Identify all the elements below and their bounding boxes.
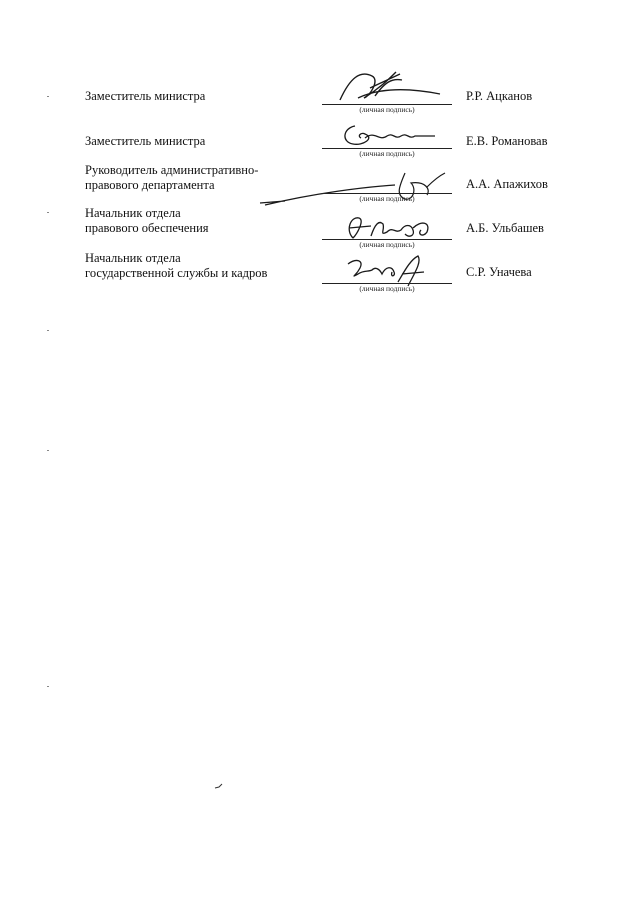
handwritten-signature <box>330 68 460 108</box>
signatory-name: Р.Р. Ацканов <box>466 89 533 103</box>
signature-caption: (личная подпись) <box>359 284 415 293</box>
position-line: Заместитель министра <box>85 89 206 103</box>
position-line: Начальник отдела <box>85 251 181 265</box>
signature-caption: (личная подпись) <box>359 240 415 249</box>
signature-caption: (личная подпись) <box>359 149 415 158</box>
signatory-position <box>85 134 205 149</box>
position-line: правового обеспечения <box>85 221 209 235</box>
signatory-position <box>85 163 258 193</box>
scan-speck <box>47 686 49 687</box>
handwritten-signature <box>255 165 455 210</box>
signatory-position <box>85 206 209 236</box>
position-line: государственной службы и кадров <box>85 266 268 280</box>
scan-speck <box>47 330 49 331</box>
signatory-name: Е.В. Романовав <box>466 134 548 148</box>
signature-caption: (личная подпись) <box>359 105 415 114</box>
scan-speck <box>47 212 49 213</box>
position-line: правового департамента <box>85 178 215 192</box>
signatory-position <box>85 89 205 104</box>
signatory-name: С.Р. Уначева <box>466 265 532 279</box>
position-line: Начальник отдела <box>85 206 181 220</box>
signatory-position <box>85 251 267 281</box>
position-line: Руководитель административно- <box>85 163 259 177</box>
scan-speck <box>47 450 49 451</box>
handwritten-signature <box>335 120 445 150</box>
position-line: Заместитель министра <box>85 134 206 148</box>
scan-mark <box>214 782 224 790</box>
signature-caption: (личная подпись) <box>359 194 415 203</box>
signatory-name: А.А. Апажихов <box>466 177 548 191</box>
signatory-name: А.Б. Ульбашев <box>466 221 544 235</box>
scan-speck <box>47 96 49 97</box>
